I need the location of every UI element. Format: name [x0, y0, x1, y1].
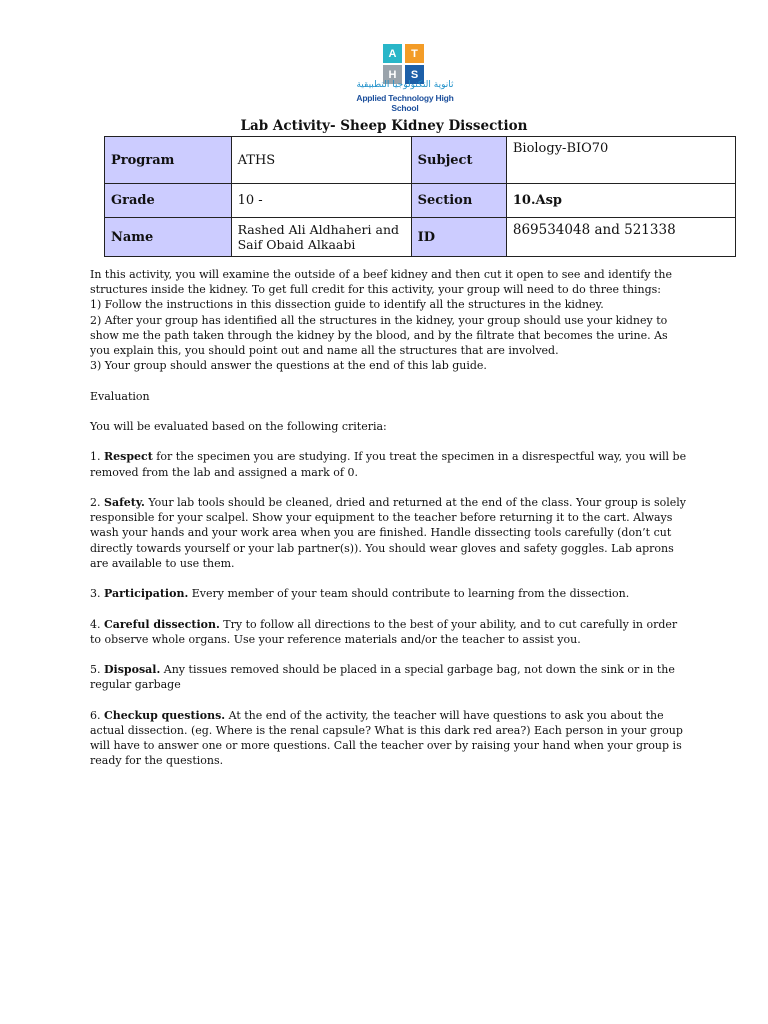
criterion-respect: 1. Respect for the specimen you are studying. If you treat the specimen in a disrespectful way, you will be removed from the lab and assigned a mark of 0.	[90, 450, 687, 479]
evaluation-lead: You will be evaluated based on the following criteria:	[90, 420, 387, 433]
criterion-disposal: 5. Disposal. Any tissues removed should be placed in a special garbage bag, not down the sink or in the regular garbage	[90, 663, 675, 692]
logo-letter-a: A	[383, 44, 402, 63]
program-value: ATHS	[231, 137, 411, 184]
table-row	[105, 218, 736, 257]
instruction-step-1: 1) Follow the instructions in this dissection guide to identify all the structures in the kidney.	[90, 298, 604, 312]
grade-label: Grade	[105, 184, 232, 218]
page-title: Lab Activity- Sheep Kidney Dissection	[240, 118, 528, 134]
logo-english-name: Applied Technology High School	[356, 93, 454, 113]
criterion-safety: 2. Safety. Your lab tools should be cleaned, dried and returned at the end of the class. Your group is solely responsible for your scalpel. Show your equipment to the teacher before returning it to the cart. Always wash your hands and your work area when you are finished. Handle dissecting tools carefully (don’t cut directly towards yourself or your lab partner(s)). You should wear gloves and safety goggles. Lab aprons are available to use them.	[90, 495, 687, 570]
subject-label: Subject	[411, 137, 506, 184]
subject-value: Biology-BIO70	[506, 137, 735, 184]
program-label: Program	[105, 137, 232, 184]
intro-paragraph: In this activity, you will examine the outside of a beef kidney and then cut it open to see and identify the structures inside the kidney. To get full credit for this activity, your group will need to do three things:	[90, 268, 672, 297]
name-label: Name	[105, 218, 232, 257]
school-logo	[350, 40, 460, 113]
section-value: 10.Asp	[506, 184, 735, 218]
id-label: ID	[411, 218, 506, 257]
instruction-step-2: 2) After your group has identified all the structures in the kidney, your group should use your kidney to show me the path taken through the kidney by the blood, and by the filtrate that becomes the urine. As you explain this, you should point out and name all the structures that are involved.	[90, 313, 668, 358]
name-value: Rashed Ali Aldhaheri and Saif Obaid Alkaabi	[231, 218, 411, 257]
table-row	[105, 184, 736, 218]
grade-value: 10 -	[231, 184, 411, 218]
logo-letter-t: T	[405, 44, 424, 63]
criterion-checkup-questions: 6. Checkup questions. At the end of the activity, the teacher will have questions to ask you about the actual dissection. (eg. Where is the renal capsule? What is this dark red area?) Each person in your group will have to answer one or more questions. Call the teacher over by raising your hand when your group is ready for the questions.	[90, 708, 683, 768]
logo-letter-h: H	[383, 65, 402, 84]
logo-letter-s: S	[405, 65, 424, 84]
info-table	[104, 136, 736, 257]
id-value: 869534048 and 521338	[506, 218, 735, 257]
instructions-body	[90, 267, 690, 769]
criterion-participation: 3. Participation. Every member of your team should contribute to learning from the dissection.	[90, 587, 630, 601]
section-label: Section	[411, 184, 506, 218]
criterion-careful-dissection: 4. Careful dissection. Try to follow all directions to the best of your ability, and to cut carefully in order to observe whole organs. Use your reference materials and/or the teacher to assist you.	[90, 617, 678, 646]
evaluation-heading: Evaluation	[90, 389, 150, 403]
table-row	[105, 137, 736, 184]
logo-arabic-name: ثانوية التكنولوجيا التطبيقية	[356, 80, 454, 90]
instruction-step-3: 3) Your group should answer the questions at the end of this lab guide.	[90, 359, 487, 373]
